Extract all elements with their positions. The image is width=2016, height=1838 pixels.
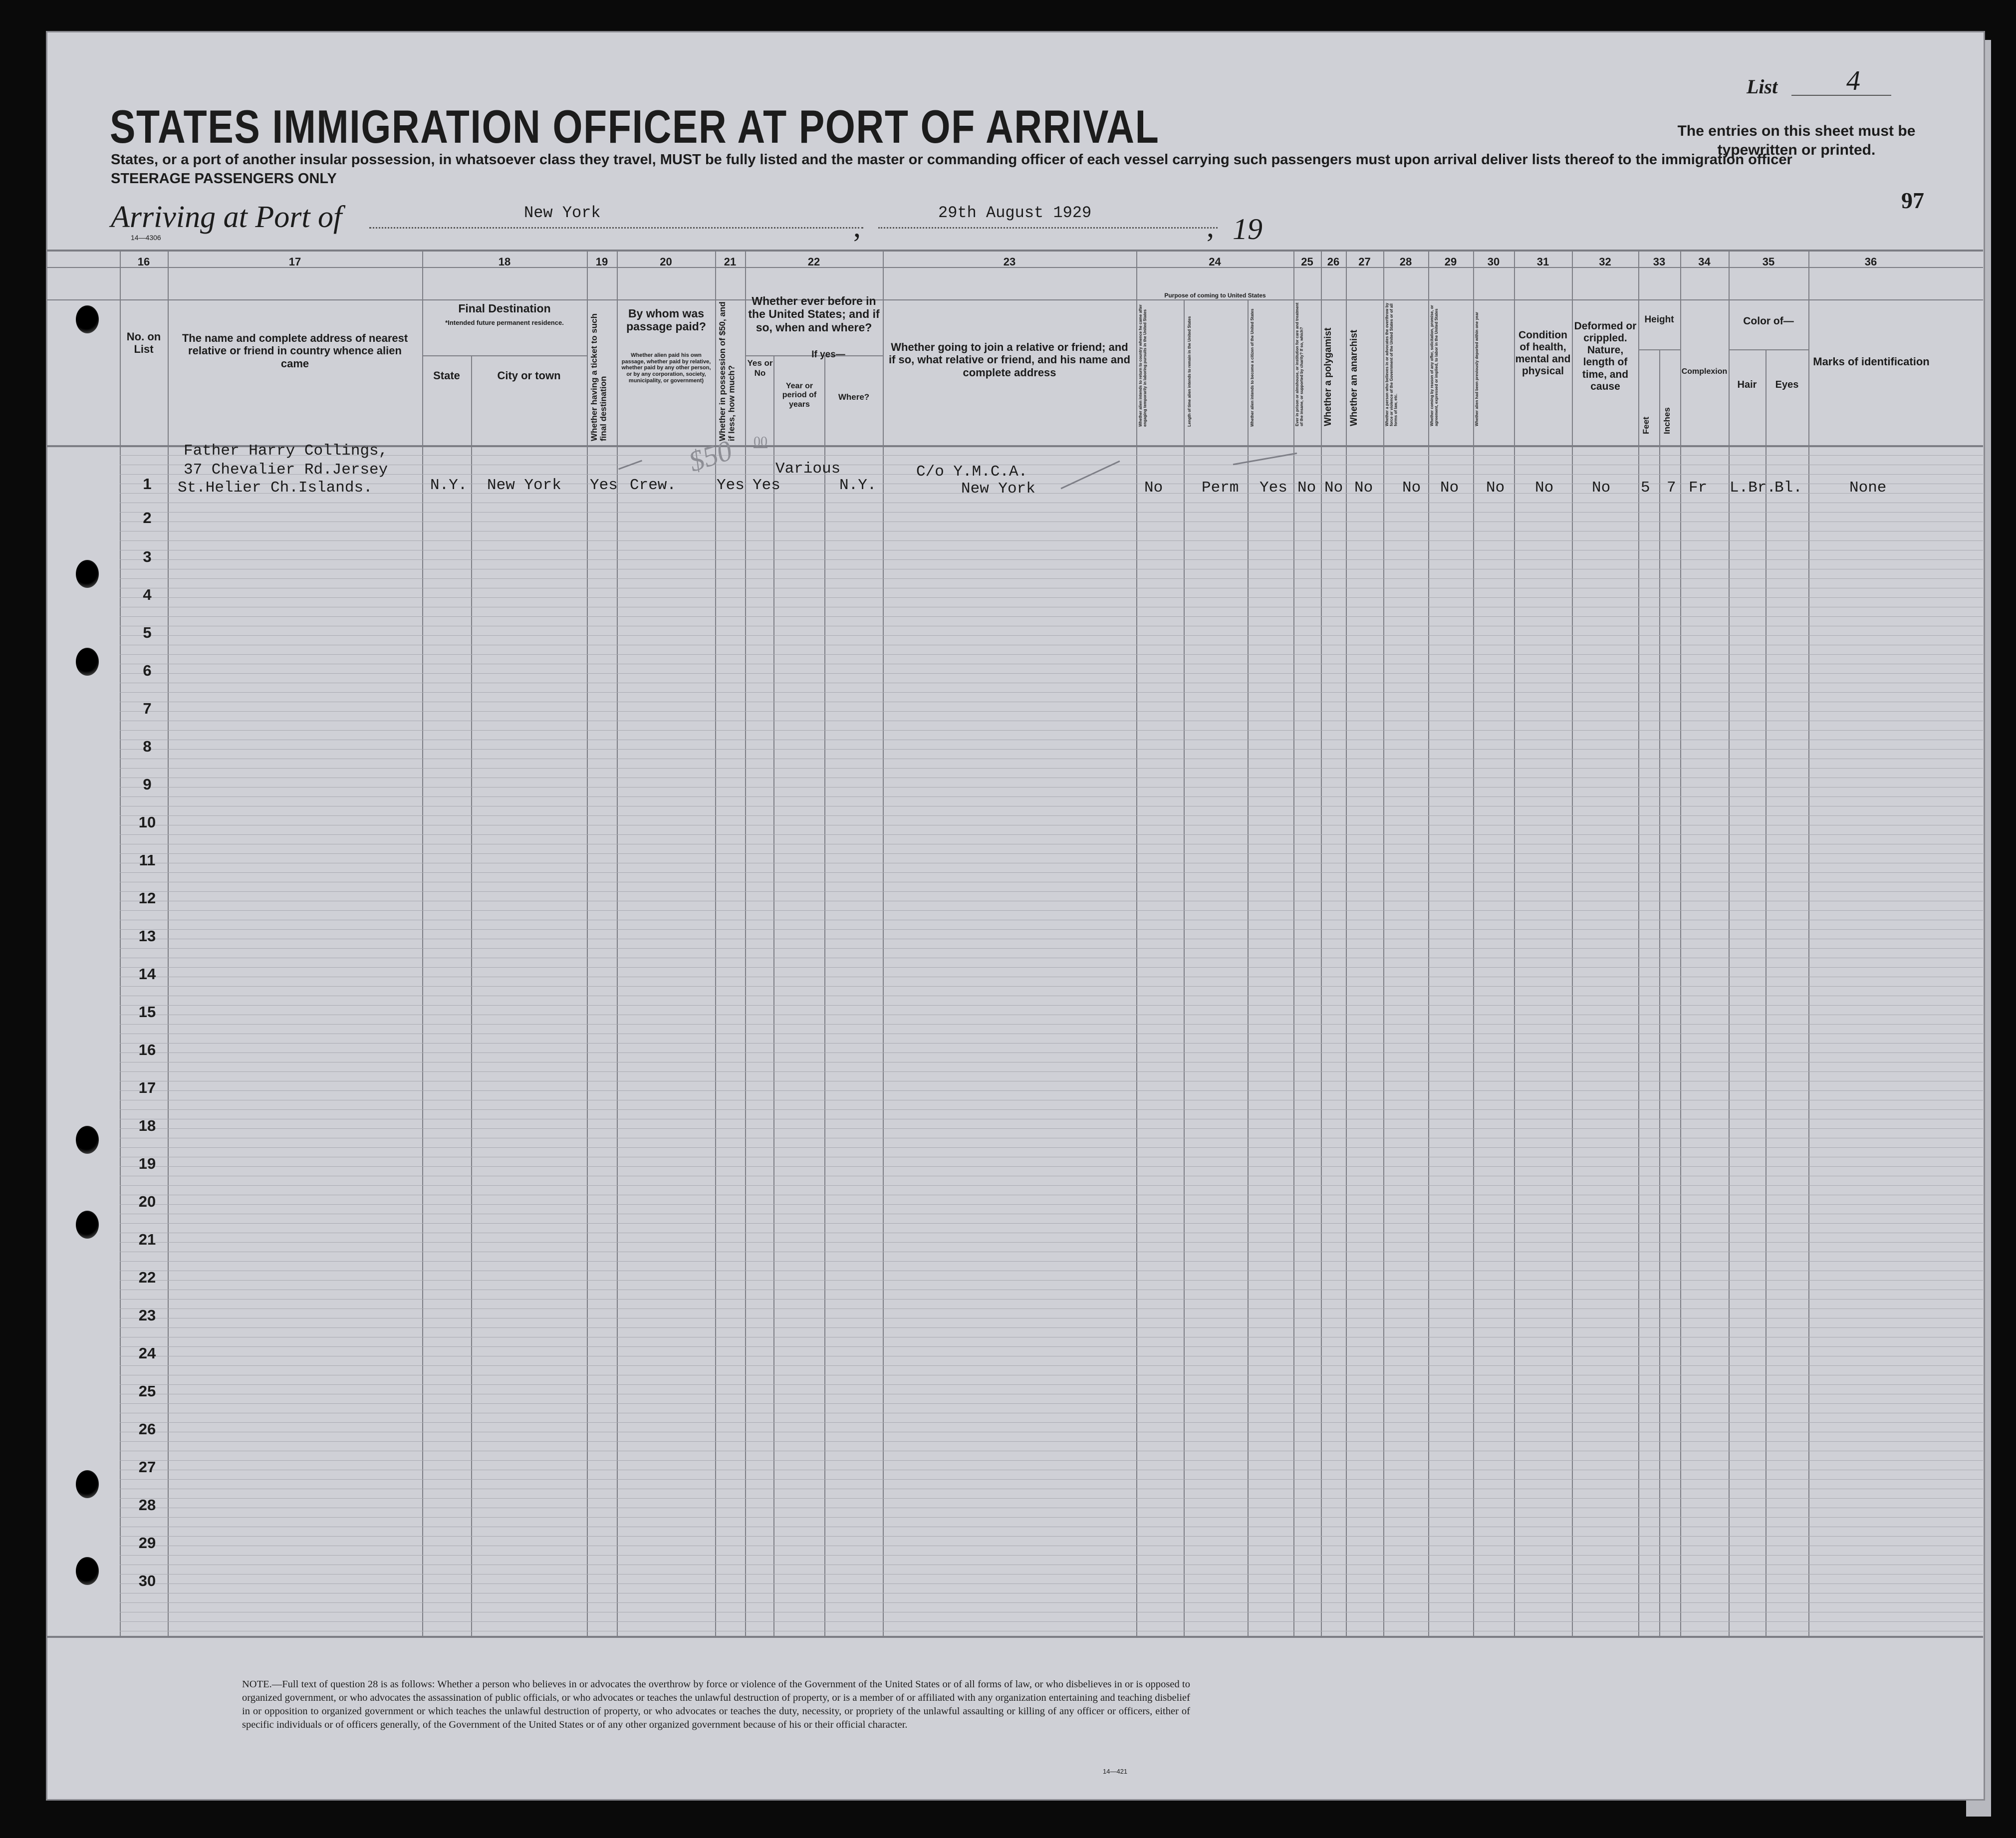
row-number: 19 (138, 1155, 156, 1172)
cell-complexion: Fr (1689, 479, 1708, 497)
grid-line (120, 815, 1983, 816)
grid-line (120, 768, 1983, 769)
row-number: 30 (138, 1572, 156, 1589)
column-rule (1136, 250, 1137, 1636)
grid-line (120, 853, 1983, 854)
row-number: 20 (138, 1193, 156, 1210)
header-height: Height (1644, 314, 1674, 325)
grid-line (120, 1346, 1983, 1347)
cell-city: New York (487, 477, 561, 494)
grid-line (120, 787, 1983, 788)
row-number: 12 (138, 889, 156, 907)
column-rule (1293, 250, 1294, 1636)
cell-passage-paid: Crew. (630, 477, 677, 494)
grid-line (120, 986, 1983, 987)
grid-line (120, 455, 1983, 456)
cell-return-intent: No (1144, 479, 1163, 497)
grid-line (120, 1052, 1983, 1053)
grid-line (120, 1109, 1983, 1110)
header-return-intent: Whether alien intends to return to country whence he came after engaging temporarily in laboring pursuits in the United States (1138, 304, 1147, 427)
grid-line (120, 1024, 1983, 1025)
column-rule (1680, 250, 1681, 1636)
grid-line (120, 1204, 1983, 1205)
header-prison: Ever in prison or almshouse, or institution for care and treatment of the insane, or supported by charity? If so, which? (1295, 302, 1304, 426)
grid-line (120, 1602, 1983, 1603)
row-number: 9 (143, 776, 152, 793)
grid-line (120, 749, 1983, 750)
grid-line (120, 673, 1983, 674)
cell-become-citizen: Yes (1260, 479, 1287, 497)
form-code: 14—4306 (131, 234, 161, 242)
steerage-label: STEERAGE PASSENGERS ONLY (111, 171, 337, 187)
cell-before-in-us: Yes (753, 477, 780, 494)
grid-line (120, 1223, 1983, 1224)
cell-length-of-stay: Perm (1202, 479, 1239, 497)
grid-line (120, 967, 1983, 968)
grid-line (120, 1299, 1983, 1300)
row-number: 24 (138, 1344, 156, 1362)
cell-prison: No (1297, 479, 1316, 497)
grid-line (120, 1460, 1983, 1461)
relative-address-line: Father Harry Collings, (184, 442, 388, 460)
header-col28: Whether a person who believes in or advocates the overthrow by force or violence of the Government of the United States or of all forms of law, etc. (1385, 302, 1398, 426)
grid-line (120, 730, 1983, 731)
column-rule (1383, 250, 1384, 1636)
grid-line (120, 1166, 1983, 1167)
arrival-label: Arriving at Port of (111, 200, 342, 234)
row-number: 25 (138, 1382, 156, 1400)
header-polygamist: Whether a polygamist (1323, 327, 1333, 426)
cell-eyes: Bl. (1774, 479, 1802, 497)
grid-line (120, 1574, 1983, 1575)
date-dotted-line (878, 227, 1218, 229)
header-no-on-list: No. on List (126, 330, 161, 356)
row-number: 26 (138, 1420, 156, 1438)
column-number: 36 (1864, 256, 1877, 268)
header-if-yes: If yes— (811, 349, 845, 360)
grid-line (120, 1583, 1983, 1584)
column-rule (1321, 250, 1322, 1636)
column-rule (1638, 250, 1639, 1636)
grid-line (120, 910, 1983, 911)
header-rule (47, 299, 1983, 300)
page-title: STATES IMMIGRATION OFFICER AT PORT OF ARRIVAL (110, 100, 1160, 153)
grid-line (120, 1090, 1983, 1091)
cell-health: No (1535, 479, 1554, 497)
row-number: 3 (143, 548, 152, 565)
cell-where: N.Y. (839, 477, 877, 494)
column-number: 33 (1653, 256, 1666, 268)
column-number: 30 (1487, 256, 1500, 268)
list-number: 4 (1846, 65, 1860, 96)
column-rule (617, 250, 618, 1636)
column-number: 27 (1358, 256, 1371, 268)
binder-hole (76, 1126, 99, 1154)
header-ticket: Whether having a ticket to such final destination (589, 313, 608, 441)
grid-line (120, 474, 1983, 475)
header-city: City or town (497, 369, 561, 382)
column-rule (422, 250, 423, 1636)
header-anarchist: Whether an anarchist (1349, 329, 1359, 426)
row-number: 1 (143, 475, 152, 493)
grid-line (120, 635, 1983, 636)
grid-line (120, 948, 1983, 949)
grid-line (120, 796, 1983, 797)
row-number: 17 (138, 1079, 156, 1096)
column-rule (1659, 349, 1660, 1636)
column-number: 18 (498, 256, 511, 268)
grid-line (120, 1555, 1983, 1556)
row-number: 16 (138, 1041, 156, 1058)
separator-comma: , (853, 210, 861, 243)
column-rule (883, 250, 884, 1636)
list-label: List (1747, 75, 1778, 98)
column-number: 22 (807, 256, 820, 268)
cell-col29: No (1440, 479, 1459, 497)
col35-sub-rule (1729, 349, 1808, 350)
row-number: 8 (143, 738, 152, 755)
grid-line (120, 578, 1983, 579)
table-bottom-rule (47, 1636, 1983, 1638)
column-number: 34 (1698, 256, 1711, 268)
arrival-year-prefix: 19 (1233, 213, 1262, 246)
grid-line (120, 1621, 1983, 1622)
footer-form-code: 14—421 (1103, 1768, 1128, 1775)
grid-line (120, 1128, 1983, 1129)
grid-line (120, 1384, 1983, 1385)
row-number: 18 (138, 1117, 156, 1134)
header-length-of-stay: Length of time alien intends to remain in the United States (1187, 316, 1192, 427)
row-number: 5 (143, 624, 152, 641)
header-final-destination-note: *Intended future permanent residence. (445, 319, 564, 326)
list-underline (1791, 95, 1891, 96)
header-marks: Marks of identification (1813, 355, 1930, 368)
grid-line (120, 1261, 1983, 1262)
column-rule (1765, 349, 1766, 1636)
row-number: 10 (138, 813, 156, 831)
column-rule (1248, 299, 1249, 1636)
column-rule (1808, 250, 1809, 1636)
header-where: Where? (838, 392, 870, 402)
binder-hole (76, 1211, 99, 1239)
cell-polygamist: No (1324, 479, 1343, 497)
header-before-in-us: Whether ever before in the United States; and if so, when and where? (748, 294, 880, 334)
row-number: 27 (138, 1458, 156, 1476)
grid-line (120, 1242, 1983, 1243)
column-rule (1346, 250, 1347, 1636)
grid-line (120, 1517, 1983, 1518)
fee-annotation: $50 (685, 434, 736, 478)
grid-line (120, 929, 1983, 930)
row-number: 22 (138, 1269, 156, 1286)
binder-hole (76, 560, 99, 588)
binder-hole (76, 648, 99, 676)
cell-anarchist: No (1354, 479, 1373, 497)
header-final-destination: Final Destination (458, 302, 551, 315)
column-number: 35 (1762, 256, 1775, 268)
column-number: 16 (137, 256, 150, 268)
header-period: Year or period of years (782, 382, 817, 409)
cell-inches: 7 (1667, 479, 1676, 497)
grid-line (120, 1441, 1983, 1442)
column-rule (1572, 250, 1573, 1636)
row-number: 4 (143, 586, 152, 603)
table-top-rule (47, 250, 1983, 252)
cell-hair: L.Br. (1730, 479, 1776, 497)
header-yes-or-no: Yes or No (747, 358, 773, 378)
grid-line (120, 616, 1983, 617)
cell-ticket: Yes (590, 477, 618, 494)
cell-state: N.Y. (430, 477, 468, 494)
header-eyes: Eyes (1775, 379, 1799, 390)
header-passage-note: Whether alien paid his own passage, whether paid by relative, whether paid by any other person, or by any corporation, society, municipality, or government) (621, 352, 711, 384)
row-number: 7 (143, 700, 152, 717)
row-number: 14 (138, 965, 156, 983)
column-rule (1473, 250, 1474, 1636)
row-number: 15 (138, 1003, 156, 1021)
fee-cents: 00 (754, 434, 767, 450)
footnote: NOTE.—Full text of question 28 is as follows: Whether a person who believes in or advocates the overthrow by force or violence of the Government of the United States or of all forms of law, or who disbelieves in or is opposed to organized government, or who advocates the assassination of public officials, or who advocates or teaches the unlawful destruction of property, or is a member of or affiliated with any organization entertaining and teaching disbelief in or opposition to organized government or which teaches the unlawful destruction of property, or who advocates or teaches the duty, necessity, or propriety of the unlawful assaulting or killing of any officer or officers, either of specific individuals or of officers generally, of the Government of the United States or of any other organized government because of his or their official character. (242, 1679, 1190, 1730)
col18-sub-rule (422, 355, 587, 356)
grid-line (120, 711, 1983, 712)
column-number: 24 (1209, 256, 1221, 268)
header-state: State (433, 369, 460, 382)
header-hair: Hair (1737, 379, 1757, 390)
grid-line (120, 1005, 1983, 1006)
column-number: 25 (1301, 256, 1313, 268)
column-number: 31 (1536, 256, 1549, 268)
header-purpose: Purpose of coming to United States (1164, 292, 1266, 299)
binder-hole (76, 1557, 99, 1585)
column-number: 20 (660, 256, 672, 268)
row-number: 6 (143, 662, 152, 679)
header-health: Condition of health, mental and physical (1515, 329, 1571, 377)
column-number: 26 (1327, 256, 1340, 268)
row-number: 13 (138, 927, 156, 945)
grid-line (120, 1422, 1983, 1423)
cell-col30: No (1486, 479, 1505, 497)
header-col30: Whether alien had been previously deported within one year (1475, 312, 1479, 426)
intro-text: States, or a port of another insular possession, in whatsoever class they travel, MUST be fully listed and the master or commanding officer of each vessel carrying such passengers must upon arrival deliver lists thereof to the immigration officer (111, 152, 1792, 168)
arrival-date: 29th August 1929 (938, 204, 1092, 222)
grid-line (120, 1403, 1983, 1404)
header-col29: Whether coming by reason of any offer, solicitation, promise, or agreement, expressed or implied, to labor in the United States (1430, 305, 1439, 426)
column-number: 29 (1444, 256, 1457, 268)
header-color-of: Color of— (1743, 315, 1794, 327)
column-number: 32 (1599, 256, 1611, 268)
page-number: 97 (1901, 188, 1924, 213)
grid-line (120, 540, 1983, 541)
grid-line (120, 597, 1983, 598)
header-feet: Feet (1641, 417, 1651, 434)
port-dotted-line (369, 227, 863, 229)
relative-address-line: St.Helier Ch.Islands. (178, 479, 373, 497)
cell-joining: New York (961, 480, 1035, 498)
grid-line (120, 1479, 1983, 1480)
header-become-citizen: Whether alien intends to become a citizen of the United States (1250, 308, 1255, 427)
grid-line (120, 1185, 1983, 1186)
column-rule (1729, 250, 1730, 1636)
grid-line (120, 1071, 1983, 1072)
cell-deformed: No (1592, 479, 1611, 497)
cell-col28: No (1402, 479, 1421, 497)
column-rule (1428, 250, 1429, 1636)
row-number: 23 (138, 1307, 156, 1324)
separator-comma: , (1207, 210, 1214, 243)
column-rule (1184, 299, 1185, 1636)
row-number: 21 (138, 1231, 156, 1248)
column-number: 17 (288, 256, 301, 268)
column-rule (587, 250, 588, 1636)
manifest-sheet (46, 31, 1985, 1801)
column-rule (745, 250, 746, 1636)
cell-joining: C/o Y.M.C.A. (916, 463, 1028, 481)
row-number: 29 (138, 1534, 156, 1552)
relative-address-line: 37 Chevalier Rd.Jersey (184, 461, 388, 479)
header-passage-paid: By whom was passage paid? (626, 307, 706, 333)
grid-line (120, 891, 1983, 892)
column-number: 21 (724, 256, 737, 268)
grid-line (120, 1147, 1983, 1148)
row-number: 28 (138, 1496, 156, 1514)
grid-line (120, 1498, 1983, 1499)
header-deformed: Deformed or crippled. Nature, length of time, and cause (1574, 320, 1637, 392)
column-rule (1514, 250, 1515, 1636)
grid-line (120, 512, 1983, 513)
column-number: 19 (595, 256, 608, 268)
header-complexion: Complexion (1681, 367, 1728, 376)
grid-line (120, 1327, 1983, 1328)
cell-marks: None (1849, 479, 1887, 497)
grid-line (120, 872, 1983, 873)
cell-fifty-dollars: Yes (717, 477, 745, 494)
row-number: 2 (143, 509, 152, 526)
header-inches: Inches (1662, 407, 1672, 434)
arrival-port: New York (524, 204, 601, 222)
grid-line (120, 692, 1983, 693)
grid-line (120, 1365, 1983, 1366)
grid-line (120, 834, 1983, 835)
column-number: 23 (1003, 256, 1016, 268)
grid-line (120, 1043, 1983, 1044)
cell-period: Various (775, 460, 841, 478)
header-fifty-dollars: Whether in possession of $50, and if less, how much? (718, 301, 737, 441)
grid-line (120, 559, 1983, 560)
grid-line (120, 1280, 1983, 1281)
cell-feet: 5 (1641, 479, 1650, 497)
grid-line (120, 654, 1983, 655)
grid-line (120, 1536, 1983, 1537)
header-joining-relative: Whether going to join a relative or friend; and if so, what relative or friend, and his name and complete address (888, 341, 1131, 379)
binder-hole (76, 1470, 99, 1498)
typewritten-note: The entries on this sheet must be typewritten or printed. (1677, 123, 1916, 158)
binder-hole (76, 305, 99, 333)
column-number: 28 (1399, 256, 1412, 268)
row-number: 11 (139, 851, 156, 869)
header-relative-address: The name and complete address of nearest relative or friend in country whence alien came (182, 332, 408, 370)
